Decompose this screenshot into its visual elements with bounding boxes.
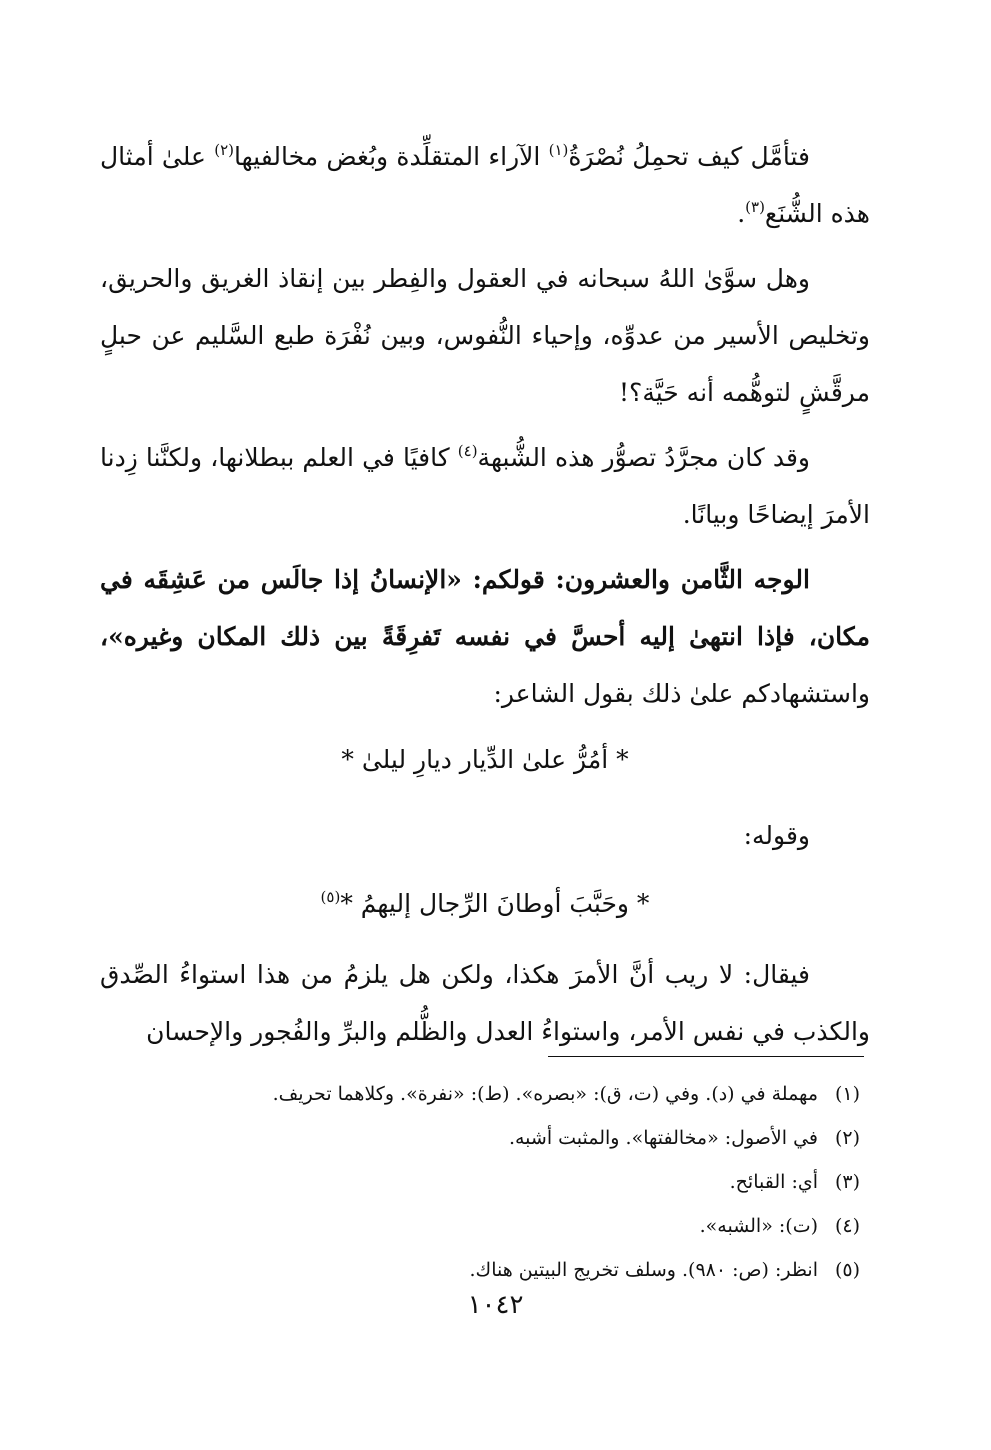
footnote-number: (١) [834, 1083, 860, 1105]
paragraph-4 [100, 551, 870, 722]
section-heading-28: الوجه الثَّامن والعشرون: قولكم: «الإنسانُ إذا جالَس من عَشِقَه في مكان، فإذا انتهىٰ إليه أحسَّ في نفسه تَفرِقَةً بين ذلك المكان وغيره»، [100, 565, 870, 651]
main-text [100, 128, 870, 1060]
footnote-ref-5[interactable]: (٥) [320, 888, 341, 906]
p1-text-c: علىٰ أمثال هذه الشُّنَع [100, 142, 870, 228]
footnote-number: (٤) [834, 1215, 860, 1237]
footnote-4 [100, 1204, 870, 1248]
footnote-2 [100, 1116, 870, 1160]
footnote-3 [100, 1160, 870, 1204]
footnote-ref-4[interactable]: (٤) [457, 442, 478, 460]
footnote-number: (٥) [834, 1259, 860, 1281]
footnote-number: (٢) [834, 1127, 860, 1149]
footnote-ref-3[interactable]: (٣) [745, 198, 765, 216]
footnote-text: مهملة في (د). وفي (ت، ق): «بصره». (ط): «نفرة». وكلاهما تحريف. [272, 1083, 818, 1105]
footnote-1 [100, 1072, 870, 1116]
footnotes [100, 1072, 870, 1292]
footnote-text: (ت): «الشبه». [699, 1215, 818, 1237]
p1-text-b: الآراء المتقلِّدة وبُغض مخالفيها [234, 142, 549, 171]
p3-text-a: وقد كان مجرَّدُ تصوُّر هذه الشُّبهة [477, 443, 810, 472]
p4-tail: واستشهادكم علىٰ ذلك بقول الشاعر: [493, 679, 870, 708]
paragraph-2: وهل سوَّىٰ اللهُ سبحانه في العقول والفِطر بين إنقاذ الغريق والحريق، وتخليص الأسير من عدوِّه، وإحياء النُّفوس، وبين نُفْرَة طبع السَّليم عن حبلٍ مرقَّشٍ لتوهُّمه أنه حَيَّة؟! [100, 264, 870, 407]
p1-text-a: فتأمَّل كيف تحمِلُ نُصْرَةُ [568, 142, 810, 171]
p1-text-d: . [737, 199, 746, 228]
footnote-ref-2[interactable]: (٢) [214, 141, 235, 159]
footnote-text: أي: القبائح. [729, 1171, 818, 1193]
verse-2 [100, 872, 870, 936]
footnote-5 [100, 1248, 870, 1292]
and-his-saying: وقوله: [743, 821, 810, 850]
paragraph-1 [100, 128, 870, 242]
footnote-text: في الأصول: «مخالفتها». والمثبت أشبه. [508, 1127, 818, 1149]
paragraph-5: فيقال: لا ريب أنَّ الأمرَ هكذا، ولكن هل يلزمُ من هذا استواءُ الصِّدق والكذب في نفس الأمر، واستواءُ العدل والظُّلم والبرِّ والفُجور والإحسان [100, 960, 870, 1046]
footnote-text: انظر: (ص: ٩٨٠). وسلف تخريج البيتين هناك. [469, 1259, 818, 1281]
p3-text-b: كافيًا في العلم ببطلانها، ولكنَّنا زِدنا الأمرَ إيضاحًا وبيانًا. [100, 443, 870, 529]
footnote-ref-1[interactable]: (١) [548, 141, 569, 159]
footnote-number: (٣) [834, 1171, 860, 1193]
paragraph-3 [100, 429, 870, 543]
footnote-divider [548, 1056, 864, 1057]
verse-1: * أمُرُّ علىٰ الدِّيار ديارِ ليلىٰ * [341, 745, 629, 774]
page-number: ١٠٤٢ [467, 1290, 524, 1320]
verse-2-text: * وحَبَّبَ أوطانَ الرِّجال إليهمُ * [340, 889, 650, 918]
